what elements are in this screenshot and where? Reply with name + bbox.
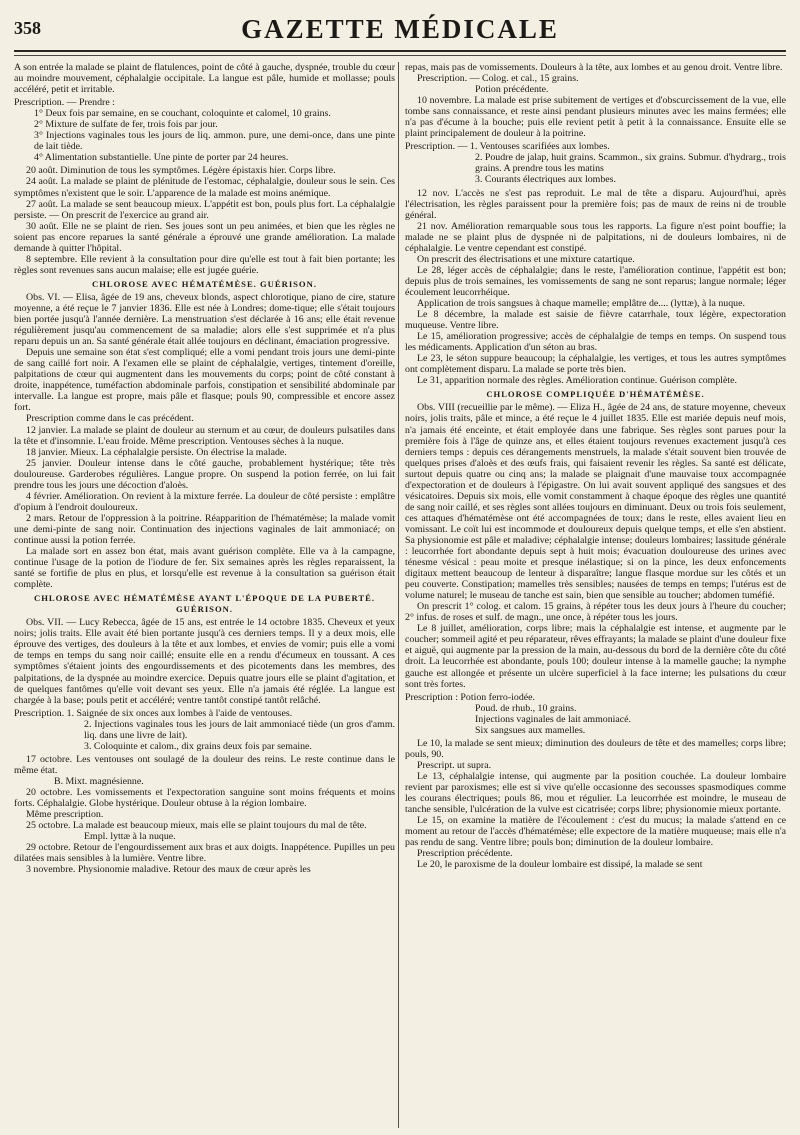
- paragraph: 17 octobre. Les ventouses ont soulagé de la douleur des reins. Le reste continue dans le même état.: [14, 753, 395, 776]
- paragraph: Injections vaginales de lait ammoniacé.: [475, 713, 632, 725]
- paragraph: 2 mars. Retour de l'oppression à la poitrine. Réapparition de l'hématémèse; la malade vomit une demi-pinte de sang noir. Continuation des injections vaginales de lait ammoniacé; on continue aussi la potion ferrée.: [14, 512, 395, 546]
- paragraph: 21 nov. Amélioration remarquable sous tous les rapports. La figure n'est point bouffie; la malade ne se plaint plus de dyspnée ni de palpitations, ni de douleurs lombaires, ni de céphalalgie. Le ventre cependant est constipé.: [405, 220, 786, 254]
- left-column: [14, 62, 395, 1127]
- paragraph: 3. Courants électriques aux lombes.: [475, 174, 616, 186]
- paragraph: 2. Injections vaginales tous les jours de lait ammoniacé tiède (un gros d'amm. liq. dans une livre de lait).: [84, 718, 395, 741]
- paragraph: 25 octobre. La malade est beaucoup mieux, mais elle se plaint toujours du mal de tête.: [26, 820, 367, 832]
- paragraph: Prescription. 1. Saignée de six onces aux lombes à l'aide de ventouses.: [14, 707, 293, 719]
- paragraph: Prescription. — 1. Ventouses scarifiées aux lombes.: [405, 141, 610, 153]
- paragraph: Le 15, amélioration progressive; accès de céphalalgie de temps en temps. On suspend tous les médicaments. Application d'un séton au bras.: [405, 331, 786, 354]
- paragraph: Potion précédente.: [475, 84, 549, 96]
- paragraph: 25 janvier. Douleur intense dans le côté gauche, probablement hystérique; tête très douloureuse. Garderobes régulières. Langue propre. On suspend la potion ferrée, on lui fait prendre tous les jours une décoction d'aloès.: [14, 457, 395, 491]
- paragraph: Prescription : Potion ferro-iodée.: [405, 691, 535, 703]
- paragraph: Depuis une semaine son état s'est compliqué; elle a vomi pendant trois jours une demi-pinte de sang caillé fort noir. A l'examen elle se plaint de céphalalgie, vertiges, tintement d'oreille, palpitations de cœur qui augmentent dans les mouvements du corps; point de côté constant à droite, inappétence, tuméfaction abdominale parfois, constipation et sensibilité abdominale par intervalle. La langue est propre, mais pâle et flasque; pouls 90, compressible et encore assez fort.: [14, 347, 395, 414]
- paragraph: 2. Poudre de jalap, huit grains. Scammon., six grains. Submur. d'hydrarg., trois grains. A prendre tous les matins: [475, 152, 786, 175]
- paragraph: 18 janvier. Mieux. La céphalalgie persiste. On électrise la malade.: [26, 446, 287, 458]
- paragraph: Le 31, apparition normale des règles. Amélioration continue. Guérison complète.: [417, 375, 738, 387]
- paragraph: 24 août. La malade se plaint de plénitude de l'estomac, céphalalgie, douleur sous le sein. Ces symptômes n'existent que le soir. L'apparence de la malade est moins anémique.: [14, 176, 395, 199]
- paragraph: 3 novembre. Physionomie maladive. Retour des maux de cœur après les: [26, 864, 311, 876]
- paragraph: La malade sort en assez bon état, mais avant guérison complète. Elle va à la campagne, continue l'usage de la potion de l'iodure de fer. Six semaines après les règles reparaissent, la santé se fortifie de plus en plus, et lorsqu'elle est revenue à la consultation sa guérison était complète.: [14, 546, 395, 591]
- paragraph: Prescription. — Prendre :: [14, 97, 115, 109]
- paragraph: Six sangsues aux mamelles.: [475, 724, 586, 736]
- paragraph: 8 septembre. Elle revient à la consultation pour dire qu'elle est tout à fait bien portante; les règles sont revenues sans aucun malaise; elle est jugée guérie.: [14, 253, 395, 276]
- paragraph: Obs. VII. — Lucy Rebecca, âgée de 15 ans, est entrée le 14 octobre 1835. Cheveux et yeux noirs; jolis traits. Elle avait été bien portante jusqu'à ces derniers temps. Il y a deux mois, elle éprouve des vertiges, des douleurs à la tête et aux lombes, et envies de vomir; puis elle a vomi de temps en temps du sang noir caillé; ensuite elle en a rendu d'écumeux en toussant. A ces symptômes s'étaient joints des engourdissements et des picotements dans les membres, des palpitations, de la dyspnée au moindre exercice. Depuis quatre jours elle se plaint d'agitation, et de quelques fantômes qu'elle voit devant ses yeux. Elle n'a jamais été réglée. La langue est chargée à la base; pouls petit et accéléré; ventre tantôt constipé tantôt relâché.: [14, 617, 395, 706]
- paragraph: 2° Mixture de sulfate de fer, trois fois par jour.: [34, 119, 218, 131]
- page-number: 358: [14, 18, 41, 38]
- paragraph: Obs. VI. — Elisa, âgée de 19 ans, cheveux blonds, aspect chlorotique, piano de cire, stature moyenne, a été reçue le 7 janvier 1836. Elle est née à Londres; dome-tique; elle s'était toujours bien portée jusqu'à l'année dernière. La menstruation s'est déclarée à 16 ans; elle était revenue régulièrement jusqu'au commencement de sa maladie; alors elle s'est supprimée et n'a plus reparu depuis un an. Sa santé générale était allée toujours en déclinant, émaciation progressive.: [14, 291, 395, 348]
- paragraph: Prescription comme dans le cas précédent.: [26, 413, 194, 425]
- paragraph: repas, mais pas de vomissements. Douleurs à la tête, aux lombes et au genou droit. Ventre libre.: [405, 62, 783, 73]
- right-column: [405, 62, 786, 1127]
- paragraph: 30 août. Elle ne se plaint de rien. Ses joues sont un peu animées, et bien que les règles ne soient pas encore reparues la santé générale a éprouvé une grande amélioration. La malade demande à quitter l'hôpital.: [14, 220, 395, 254]
- paragraph: Prescript. ut supra.: [417, 759, 492, 771]
- section-heading: CHLOROSE AVEC HÉMATÉMÈSE AYANT L'ÉPOQUE DE LA PUBERTÉ. GUÉRISON.: [33, 593, 376, 615]
- paragraph: Le 15, on examine la matière de l'écoulement : c'est du mucus; la malade s'attend en ce moment au retour de l'accès d'hématémèse; elle expectore de la matière muqueuse; mais elle n'a pas rendu de sang. Ventre libre; pouls bon; diminution de la douleur lombaire.: [405, 815, 786, 849]
- paragraph: On prescrit des électrisations et une mixture catartique.: [417, 253, 635, 265]
- paragraph: Prescription. — Colog. et cal., 15 grains.: [417, 73, 579, 85]
- paragraph: 10 novembre. La malade est prise subitement de vertiges et d'obscurcissement de la vue, elle tombe sans connaissance, et reste ainsi pendant plusieurs minutes avec les mains fermées; elle n'a pas d'écume à la bouche; puis elle revient petit à petit à la connaissance. Ensuite elle se plaint principalement de douleur à la poitrine.: [405, 95, 786, 140]
- paragraph: 20 octobre. Les vomissements et l'expectoration sanguine sont moins fréquents et moins forts. Céphalalgie. Globe hystérique. Douleur obtuse à la région lombaire.: [14, 787, 395, 810]
- header-rule: [14, 55, 786, 56]
- paragraph: Le 13, céphalalgie intense, qui augmente par la position couchée. La douleur lombaire revient par paroxismes; elle est si vive qu'elle occasionne des secousses spasmodiques comme les courans électriques; pouls 86, mou et régulier. La leucorrhée est moindre, le museau de tanche sensible, l'ulcération de la vulve est cicatrisée; corps libre; physionomie mieux portante.: [405, 770, 786, 816]
- paragraph: 3° Injections vaginales tous les jours de liq. ammon. pure, une demi-once, dans une pinte de lait tiède.: [34, 130, 395, 153]
- paragraph: Poud. de rhub., 10 grains.: [475, 702, 577, 714]
- paragraph: 4 février. Amélioration. On revient à la mixture ferrée. La douleur de côté persiste : emplâtre d'opium à l'endroit douloureux.: [14, 490, 395, 513]
- paragraph: 12 janvier. La malade se plaint de douleur au sternum et au cœur, de douleurs pulsatiles dans la tête et d'insomnie. L'eau froide. Même prescription. Ventouses sèches à la nuque.: [14, 424, 395, 447]
- paragraph: Le 23, le séton suppure beaucoup; la céphalalgie, les vertiges, et tous les autres symptômes ont complètement disparu. La malade se porte très bien.: [405, 353, 786, 376]
- paragraph: On prescrit 1° colog. et calom. 15 grains, à répéter tous les deux jours à l'heure du coucher; 2° infus. de roses et sulf. de magn., une once, à répéter tous les jours.: [405, 601, 786, 624]
- paragraph: Même prescription.: [26, 809, 104, 821]
- paragraph: 1° Deux fois par semaine, en se couchant, coloquinte et calomel, 10 grains.: [34, 108, 331, 120]
- paragraph: 27 août. La malade se sent beaucoup mieux. L'appétit est bon, pouls plus fort. La céphalalgie persiste. — On prescrit de l'exercice au grand air.: [14, 198, 395, 221]
- paragraph: Prescription précédente.: [417, 848, 513, 860]
- paragraph: Le 20, le paroxisme de la douleur lombaire est dissipé, la malade se sent: [417, 859, 703, 871]
- paragraph: Obs. VIII (recueillie par le même). — Eliza H., âgée de 24 ans, de stature moyenne, cheveux noirs, jolis traits, pâle et mince, a été reçue le 4 juillet 1835. Elle est mariée depuis neuf mois, n'a jamais été enceinte, et était employée dans une fabrique. Ses règles sont parues pour la première fois à l'âge de quinze ans, et elles étaient toujours revenues exactement jusqu'à ces derniers temps : depuis ces dérangements menstruels, la malade s'était souvent bien trouvée de quelques prises d'aloès et des œufs frais, qui faisaient revenir les règles. Sa santé est délicate, surtout depuis quatre ou cinq ans; la malade se plaignait d'une mauvaise toux accompagnée d'expectoration et de douleurs à l'épigastre. On lui avait souvent appliqué des sangsues et des vésicatoires. Depuis six mois, elle vomit constamment à chaque époque des règles une quantité de sang noir caillé, et ses règles sont allées toujours en diminuant. Deux ou trois fois seulement, ces attaques d'hématémèse ont été accompagnées de toux; dans le reste, elles avaient lieu en vomissant. Le coït lui est incommode et douloureux depuis quelque temps, et elle s'en abstient. Sa physionomie est pâle et maladive; céphalalgie intense; douleurs lombaires; lassitude générale : leucorrhée fort abondante depuis sept à huit mois; évacuation douloureuse des urines avec ténesme vésical : peau moite et presque inélastique; si on la pince, les deux enfoncements digitaux mettent beaucoup de lenteur à disparaître; langue flasque mordue sur les côtés et un peu couverte. Constipation; mamelles très sensibles; nausées de temps en temps; l'utérus est de volume naturel; le museau de tanche est sain, bien que sensible au toucher; abdomen tuméfié.: [405, 402, 786, 602]
- paragraph: Le 8 décembre, la malade est saisie de fièvre catarrhale, toux légère, expectoration muqueuse. Ventre libre.: [405, 309, 786, 332]
- paragraph: Application de trois sangsues à chaque mamelle; emplâtre de.... (lyttæ), à la nuque.: [417, 297, 745, 309]
- paragraph: Empl. lyttæ à la nuque.: [84, 831, 176, 843]
- paragraph: Le 8 juillet, amélioration, corps libre; mais la céphalalgie est intense, et augmente par le coucher; sommeil agité et peu réparateur, rêves effrayants; la malade se plaint d'une douleur fixe et aiguë, qui augmente par la pression de la main, au-dessous du bord de la dernière côte du côté droit. La leucorrhée est abondante, pouls 100; douleur intense à la mamelle gauche; la nymphe gauche est allongée et présente un ulcère superficiel à la face interne; les pulsations du cœur sont très fortes.: [405, 623, 786, 690]
- section-heading: CHLOROSE COMPLIQUÉE D'HÉMATÉMÈSE.: [486, 389, 705, 400]
- paragraph: B. Mixt. magnésienne.: [54, 775, 144, 787]
- page-header: [14, 10, 786, 52]
- paragraph: 20 août. Diminution de tous les symptômes. Légère épistaxis hier. Corps libre.: [26, 165, 336, 177]
- section-heading: CHLOROSE AVEC HÉMATÉMÈSE. GUÉRISON.: [92, 278, 317, 289]
- paragraph: Le 10, la malade se sent mieux; diminution des douleurs de tête et des mamelles; corps libre; pouls, 90.: [405, 737, 786, 760]
- paragraph: 29 octobre. Retour de l'engourdissement aux bras et aux doigts. Inappétence. Pupilles un peu dilatées mais sensibles à la lumière. Ventre libre.: [14, 842, 395, 865]
- column-divider: [398, 62, 399, 1128]
- paragraph: 3. Coloquinte et calom., dix grains deux fois par semaine.: [84, 740, 312, 752]
- paragraph: 4° Alimentation substantielle. Une pinte de porter par 24 heures.: [34, 152, 289, 164]
- paragraph: 12 nov. L'accès ne s'est pas reproduit. Le mal de tête a disparu. Aujourd'hui, après l'électrisation, les règles paraissent pour la première fois; pas de maux de reins ni de trouble général.: [405, 187, 786, 221]
- paragraph: Le 28, léger accès de céphalalgie; dans le reste, l'amélioration continue, l'appétit est bon; depuis plus de trois semaines, les vomissements de sang ne sont reparus; langue normale; léger écoulement leucorrhéique.: [405, 264, 786, 298]
- journal-title: GAZETTE MÉDICALE: [241, 14, 559, 44]
- paragraph: A son entrée la malade se plaint de flatulences, point de côté à gauche, dyspnée, trouble du cœur au moindre mouvement, céphalalgie occipitale. La langue est pâle, humide et mollasse; pouls accéléré, petit et irritable.: [14, 62, 395, 96]
